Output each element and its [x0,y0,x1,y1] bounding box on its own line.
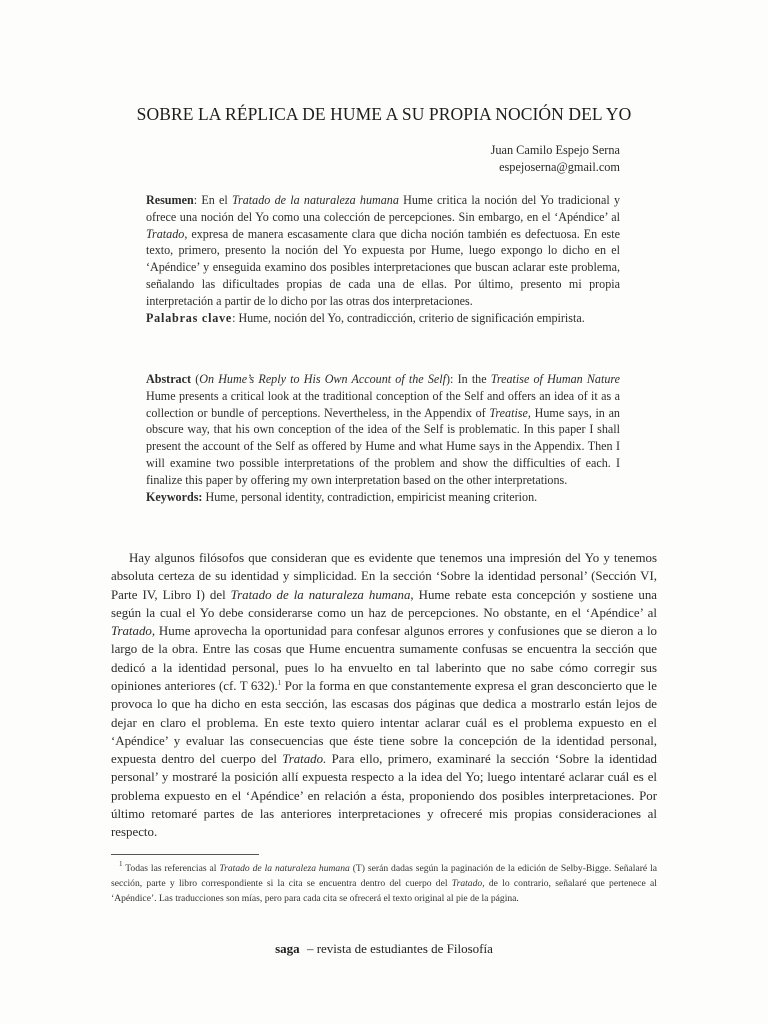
body-text [111,549,657,842]
abstract-paragraph [146,371,620,489]
paper-title: SOBRE LA RÉPLICA DE HUME A SU PROPIA NOCIÓN DEL YO [136,104,632,124]
keywords-text: Hume, personal identity, contradiction, empiricist meaning criterion. [202,489,538,504]
footnote-paragraph [111,862,657,907]
body-text-2: , Hume rebate esta concepción y sostiene una según la cual el Yo debe considerarse como un haz de percepciones. No obstante, en el ‘Apéndice’ al [111,587,658,620]
body-italic-3: Tratado. [282,752,327,767]
resumen-label: Resumen [146,193,194,207]
journal-brand: saga [275,941,300,956]
author-email[interactable]: espejoserna@gmail.com [499,160,620,174]
body-text-1: Hay algunos filósofos que consideran que es evidente que tenemos una impresión del Yo y tenemos absoluta certeza de su identidad y simplicidad. En la sección ‘Sobre la identidad personal’ (Sección VI, Parte IV, Libro I) del [111,551,657,602]
body-italic-2: Tratado, [111,624,156,639]
footnote-italic-2: Tratado [451,877,483,889]
palabras-clave-text: : Hume, noción del Yo, contradicción, criterio de significación empirista. [232,310,585,325]
abstract-text-4: Hume says, in an obscure way, that his own conception of the idea of the Self is problematic. In this paper I shall present the account of the Self as offered by Hume and what Hume says in the Appendix. Then I will examine two possible interpretations of the problem and show the difficulties of each. I finalize this paper by offering my own interpretation based on the other interpretations. [146,405,620,487]
footnote-text-2: (T) serán dadas según la paginación de la edición de Selby-Bigge. Señalaré la sección, parte y libro correspondiente si la cita se encuentra dentro del cuerpo del [111,863,657,889]
footnote-italic-1: Tratado de la naturaleza humana [219,863,350,874]
body-text-3: Hume aprovecha la oportunidad para confesar algunos errores y confusiones que se dieron a lo largo de la obra. Entre las cosas que Hume encuentra sumamente confusas se encuentra la sección que dedicó a la identidad personal, pues lo ha envuelto en tal laberinto que no sabe cómo corregir sus opiniones anteriores (cf. T 632). [111,624,657,693]
abstract-section [146,371,620,505]
abstract-text-1: ( [191,372,200,386]
footnote-text-1: Todas las referencias al [122,863,220,874]
body-paragraph [111,549,657,842]
body-text-5: Para ello, primero, examinaré la sección ‘Sobre la identidad personal’ y mostraré la posición allí expuesta respecto a la idea del Yo; luego intentaré aclarar cuál es el problema expuesto en el ‘Apéndice’ en relación a ésta, proponiendo dos posibles interpretaciones. Por último retomaré partes de las anteriores interpretaciones y ofreceré mis propias consideraciones al respecto. [111,752,657,840]
footnote-text-3: , de lo contrario, señalaré que pertenece al ‘Apéndice’. Las traducciones son mías, pero para cada cita se ofrecerá el texto original al pie de la página. [111,877,657,904]
resumen-text-2: Hume critica la noción del Yo tradicional y ofrece una noción del Yo como una colección de percepciones. Sin embargo, en el ‘Apéndice’ al [146,193,620,224]
keywords-label: Keywords: [146,489,203,504]
keywords [146,489,620,506]
palabras-clave-label: Palabras clave [146,310,233,325]
resumen-section [146,192,620,326]
abstract-text-2: ): In the [446,372,491,386]
abstract-italic-3: Treatise, [489,405,531,420]
abstract-italic-1: On Hume’s Reply to His Own Account of the Self [199,372,446,386]
author-name: Juan Camilo Espejo Serna [490,143,620,157]
palabras-clave [146,310,620,327]
resumen-italic-1: Tratado de la naturaleza humana [232,193,399,207]
footnote-ref[interactable]: 1 [277,678,282,687]
journal-name: – revista de estudiantes de Filosofía [303,941,493,956]
abstract-text-3: Hume presents a critical look at the traditional conception of the Self and offers an idea of it as a collection or bundle of perceptions. Nevertheless, in the Appendix of [146,388,620,420]
body-italic-1: Tratado de la naturaleza humana [230,587,411,602]
resumen-paragraph [146,192,620,310]
abstract-italic-2: Treatise of Human Nature [490,372,621,386]
resumen-italic-2: Tratado [146,226,185,241]
abstract-label: Abstract [146,372,192,386]
resumen-text-3: , expresa de manera escasamente clara que dicha noción también es defectuosa. En este texto, primero, presento la noción del Yo expuesta por Hume, luego expongo lo dicho en el ‘Apéndice’ y enseguida examino dos posibles interpretaciones que buscan aclarar este problema, señalando las dificultades propias de cada una de ellas. Por último, presento mi propia interpretación a partir de lo dicho por las otras dos interpretaciones. [146,226,620,308]
page-footer [0,941,768,957]
footnote [111,862,657,907]
body-text-4: Por la forma en que constantemente expresa el gran desconcierto que le provoca lo que ha dicho en esta sección, las escasas dos páginas que dedica a mostrarlo están lejos de dejar en claro el problema. En este texto quiero intentar aclarar cuál es el problema expuesto en el ‘Apéndice’ y evaluar las consecuencias que éste tiene sobre la concepción de la identidad personal, expuesta dentro del cuerpo del [111,678,657,767]
footnote-number: 1 [119,860,123,868]
resumen-text-1: : En el [193,193,232,207]
author-block [491,142,620,176]
footnote-divider [111,854,259,855]
